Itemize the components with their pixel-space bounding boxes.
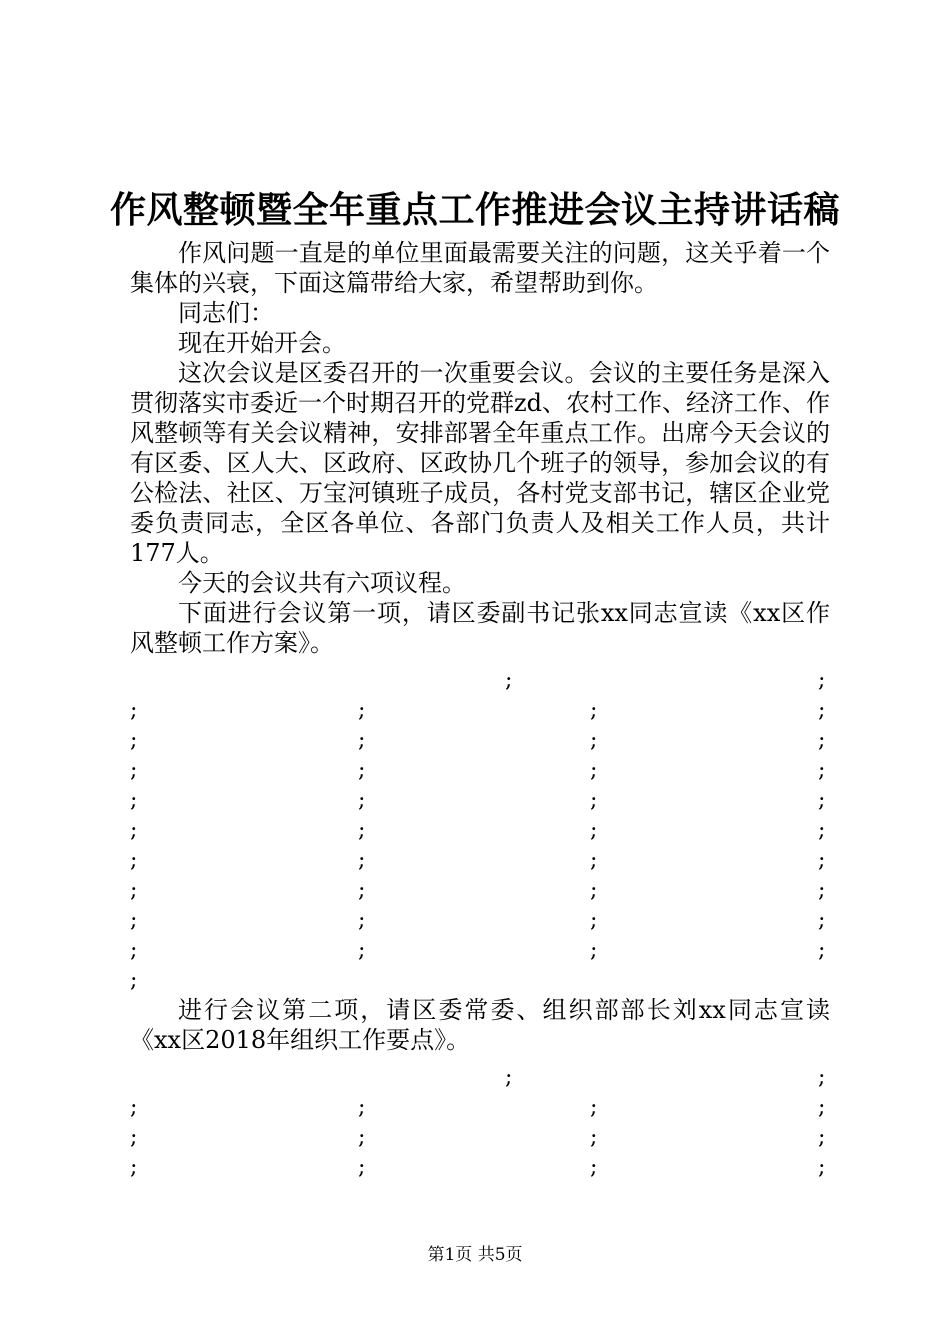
separator-mark: ; [358,698,366,723]
separator-mark: ; [130,878,138,903]
separator-mark: ; [818,668,826,693]
separator-mark: ; [130,938,138,963]
separator-mark: ; [505,1065,513,1090]
paragraph-greeting: 同志们： [178,299,274,327]
separator-mark: ; [130,788,138,813]
separator-mark: ; [358,788,366,813]
separator-mark: ; [358,878,366,903]
separator-mark: ; [818,758,826,783]
separator-mark: ; [590,818,598,843]
separator-mark: ; [818,1095,826,1120]
separator-mark: ; [818,878,826,903]
separator-mark: ; [130,1155,138,1180]
separator-mark: ; [818,788,826,813]
separator-mark: ; [818,728,826,753]
separator-mark: ; [818,1155,826,1180]
separator-mark: ; [130,908,138,933]
separator-mark: ; [590,788,598,813]
separator-mark: ; [130,1095,138,1120]
separator-mark: ; [590,1155,598,1180]
separator-mark: ; [505,668,513,693]
separator-mark: ; [590,938,598,963]
separator-mark: ; [358,728,366,753]
separator-mark: ; [590,1095,598,1120]
separator-mark: ; [130,818,138,843]
separator-mark: ; [590,758,598,783]
separator-mark: ; [358,758,366,783]
separator-mark: ; [818,818,826,843]
separator-mark: ; [590,728,598,753]
paragraph-meeting-overview: 这次会议是区委召开的一次重要会议。会议的主要任务是深入贯彻落实市委近一个时期召开的党群zd、农村工作、经济工作、作风整顿等有关会议精神，安排部署全年重点工作。出席今天会议的有区委、区人大、区政府、区政协几个班子的领导，参加会议的有公检法、社区、万宝河镇班子成员，各村党支部书记，辖区企业党委负责同志，全区各单位、各部门负责人及相关工作人员，共计177人。 [130,359,831,567]
paragraph-agenda: 今天的会议共有六项议程。 [178,569,466,597]
separator-mark: ; [818,1065,826,1090]
paragraph-intro: 作风问题一直是的单位里面最需要关注的问题，这关乎着一个集体的兴衰，下面这篇带给大家，希望帮助到你。 [130,239,830,297]
separator-mark: ; [358,818,366,843]
separator-mark: ; [130,968,138,993]
separator-mark: ; [818,938,826,963]
paragraph-item-two: 进行会议第二项，请区委常委、组织部部长刘xx同志宣读《xx区2018年组织工作要点》。 [130,996,830,1054]
separator-mark: ; [358,908,366,933]
separator-mark: ; [358,848,366,873]
separator-mark: ; [590,698,598,723]
separator-mark: ; [358,938,366,963]
separator-mark: ; [358,1155,366,1180]
separator-mark: ; [590,908,598,933]
separator-mark: ; [130,698,138,723]
separator-mark: ; [818,908,826,933]
separator-mark: ; [590,1125,598,1150]
separator-mark: ; [130,1125,138,1150]
separator-mark: ; [590,848,598,873]
separator-mark: ; [358,1125,366,1150]
separator-mark: ; [818,1125,826,1150]
separator-mark: ; [358,1095,366,1120]
separator-mark: ; [130,758,138,783]
separator-mark: ; [130,848,138,873]
separator-mark: ; [590,878,598,903]
paragraph-item-one: 下面进行会议第一项，请区委副书记张xx同志宣读《xx区作风整顿工作方案》。 [130,599,830,657]
document-title: 作风整顿暨全年重点工作推进会议主持讲话稿 [109,189,840,231]
separator-mark: ; [130,728,138,753]
separator-mark: ; [818,848,826,873]
page-footer: 第1页 共5页 [427,1245,523,1265]
paragraph-opening: 现在开始开会。 [178,329,346,357]
separator-mark: ; [818,698,826,723]
